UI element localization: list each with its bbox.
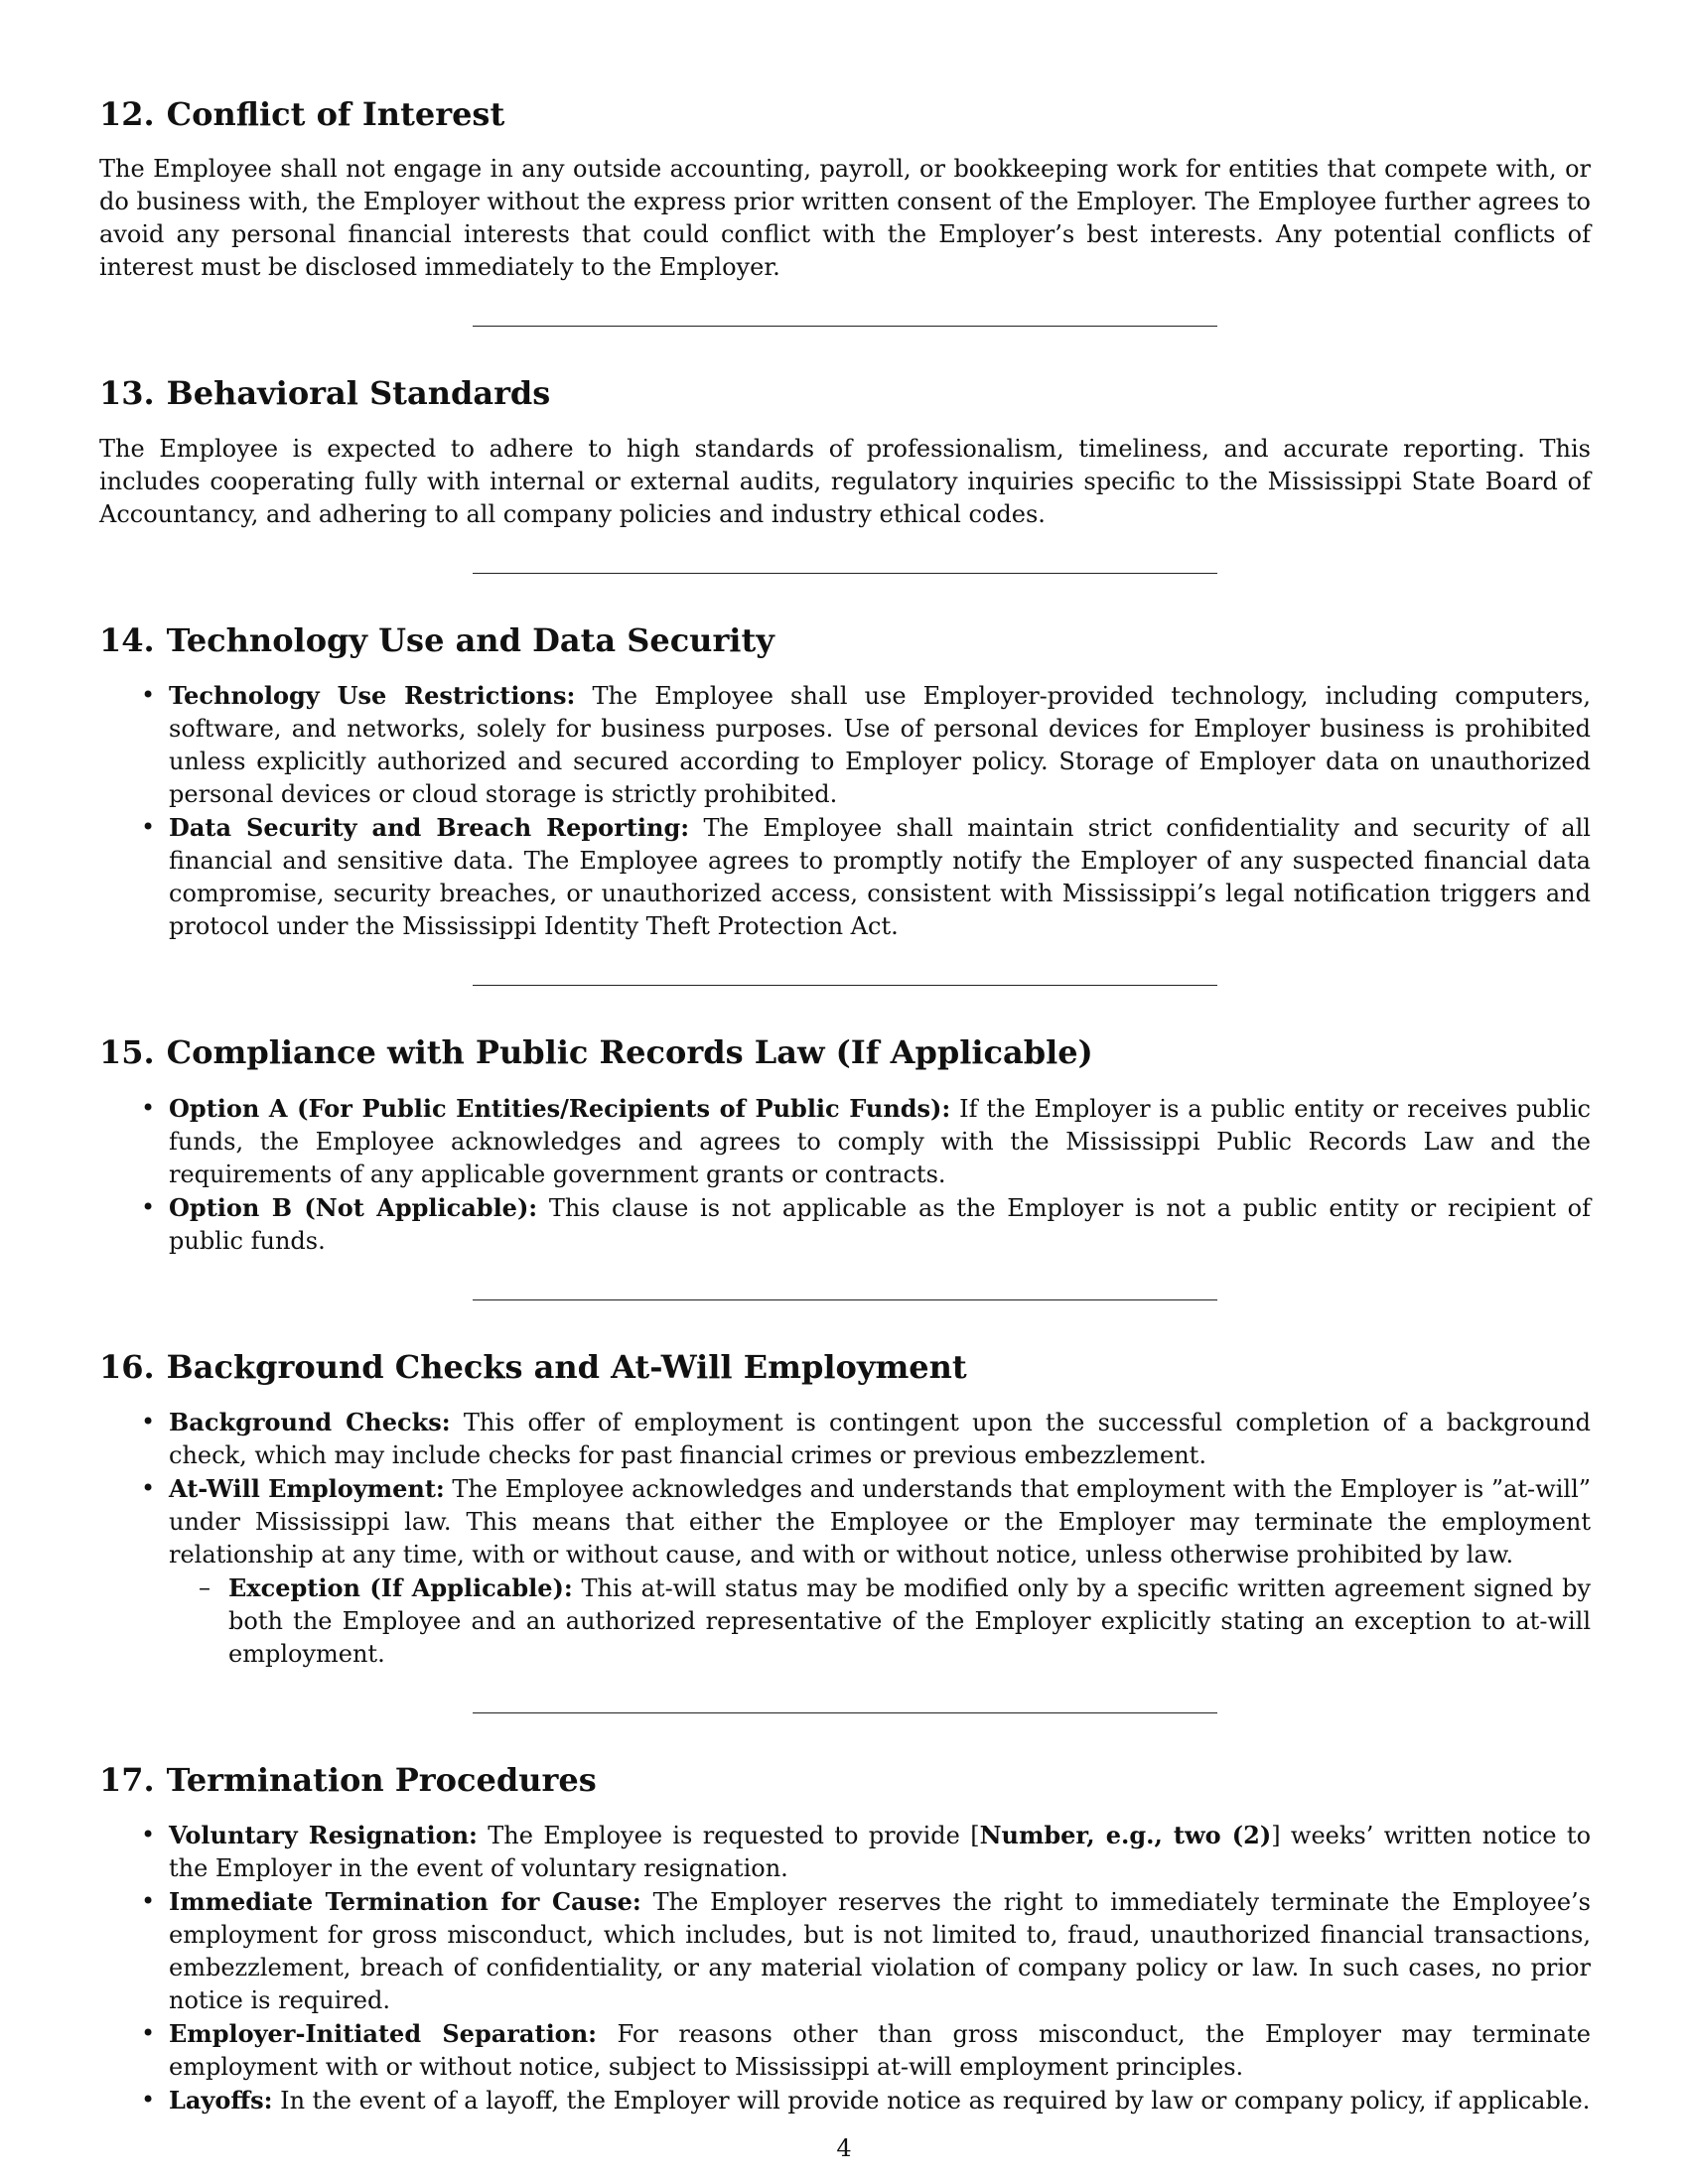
section-12-conflict-of-interest xyxy=(99,95,1591,284)
item-term: Data Security and Breach Reporting: xyxy=(169,813,690,843)
item-term: Exception (If Applicable): xyxy=(228,1572,573,1602)
item-text: If the Employer is a public entity or receives public funds, the Employee acknowledges and agrees to comply with the Mississippi Public Records Law and the requirements of any applicable government grants or contracts. xyxy=(169,1094,1592,1188)
section-number: 15. xyxy=(99,1033,155,1072)
sub-list-item xyxy=(228,1571,1591,1671)
item-text: This offer of employment is contingent upon the successful completion of a background check, which may include checks for past financial crimes or previous embezzlement. xyxy=(169,1408,1591,1469)
bullet-list xyxy=(99,679,1591,943)
section-16-background-checks xyxy=(99,1348,1591,1671)
item-term: Background Checks: xyxy=(169,1407,451,1436)
sub-list xyxy=(169,1571,1591,1671)
horizontal-rule xyxy=(473,573,1217,574)
item-text: The Employer reserves the right to immediately terminate the Employee’s employment for gross misconduct, which includes, but is not limited to, fraud, unauthorized financial transactions, embezzlement, breach of confidentiality, or any material violation of company policy or law. In such cases, no prior notice is required. xyxy=(169,1888,1591,2015)
section-paragraph: The Employee is expected to adhere to high standards of professionalism, timeliness, and accurate reporting. This includes cooperating fully with internal or external audits, regulatory inquiries specific to the Mississippi State Board of Accountancy, and adhering to all company policies and industry ethical codes. xyxy=(99,434,1591,528)
section-heading: Compliance with Public Records Law (If Applicable) xyxy=(166,1033,1093,1072)
section-title xyxy=(99,1033,1591,1071)
list-item xyxy=(169,1191,1591,1258)
section-17-termination xyxy=(99,1761,1591,2117)
section-number: 12. xyxy=(99,95,155,133)
section-paragraph: The Employee shall not engage in any outside accounting, payroll, or bookkeeping work for entities that compete with, or do business with, the Employer without the express prior written consent of the Employer. The Employee further agrees to avoid any personal financial interests that could conflict with the Employer’s best interests. Any potential conflicts of interest must be disclosed immediately to the Employer. xyxy=(99,155,1591,282)
section-15-public-records xyxy=(99,1033,1591,1257)
bullet-list xyxy=(99,1406,1591,1671)
bullet-list xyxy=(99,1819,1591,2117)
horizontal-rule xyxy=(473,326,1217,327)
section-title xyxy=(99,621,1591,659)
list-item xyxy=(169,811,1591,943)
placeholder-text: Number, e.g., two (2) xyxy=(979,1821,1272,1850)
horizontal-rule xyxy=(473,985,1217,986)
section-14-technology-use xyxy=(99,621,1591,943)
section-number: 17. xyxy=(99,1760,155,1799)
list-item xyxy=(169,679,1591,811)
item-text: This clause is not applicable as the Employer is not a public entity or recipient of public funds. xyxy=(169,1193,1591,1255)
section-heading: Conflict of Interest xyxy=(166,95,505,133)
item-text: This at-will status may be modified only by a specific written agreement signed by both the Employee and an authorized representative of the Employer explicitly stating an exception to at-will employment. xyxy=(228,1573,1591,1668)
item-text: For reasons other than gross misconduct, the Employer may terminate employment with or without notice, subject to Mississippi at-will employment principles. xyxy=(169,2020,1591,2082)
list-item xyxy=(169,1885,1591,2017)
item-term: Voluntary Resignation: xyxy=(169,1821,478,1850)
section-heading: Technology Use and Data Security xyxy=(166,620,774,659)
section-title xyxy=(99,1348,1591,1386)
item-text-after: ] weeks’ written notice to the Employer in the event of voluntary resignation. xyxy=(169,1822,1592,1883)
section-title xyxy=(99,374,1591,412)
item-term: Option B (Not Applicable): xyxy=(169,1192,538,1222)
list-item xyxy=(169,2084,1591,2117)
section-number: 13. xyxy=(99,374,155,413)
item-term: Immediate Termination for Cause: xyxy=(169,1887,641,1917)
bullet-list xyxy=(99,1092,1591,1258)
item-term: Technology Use Restrictions: xyxy=(169,681,576,711)
list-item xyxy=(169,1092,1591,1191)
item-text: The Employee shall maintain strict confidentiality and security of all financial and sensitive data. The Employee agrees to promptly notify the Employer of any suspected financial data compromise, security breaches, or unauthorized access, consistent with Mississippi’s legal notification triggers and protocol under the Mississippi Identity Theft Protection Act. xyxy=(169,814,1591,941)
item-text-before: The Employee is requested to provide [ xyxy=(488,1822,980,1850)
list-item xyxy=(169,2017,1591,2084)
section-heading: Behavioral Standards xyxy=(166,374,551,413)
section-title xyxy=(99,95,1591,133)
document-page xyxy=(99,95,1591,2117)
list-item xyxy=(169,1406,1591,1472)
section-title xyxy=(99,1761,1591,1799)
item-term: Option A (For Public Entities/Recipients of Public Funds): xyxy=(169,1093,951,1123)
section-number: 16. xyxy=(99,1347,155,1386)
section-heading: Termination Procedures xyxy=(166,1760,597,1799)
item-text: In the event of a layoff, the Employer will provide notice as required by law or company policy, if applicable. xyxy=(280,2087,1591,2116)
item-term: Employer-Initiated Separation: xyxy=(169,2019,597,2049)
item-term: At-Will Employment: xyxy=(169,1473,445,1503)
list-item xyxy=(169,1472,1591,1671)
section-heading: Background Checks and At-Will Employment xyxy=(166,1347,967,1386)
item-text: The Employee shall use Employer-provided technology, including computers, software, and networks, solely for business purposes. Use of personal devices for Employer business is prohibited unless explicitly authorized and secured according to Employer policy. Storage of Employer data on unauthorized personal devices or cloud storage is strictly prohibited. xyxy=(169,682,1591,809)
section-13-behavioral-standards xyxy=(99,374,1591,530)
section-number: 14. xyxy=(99,620,155,659)
list-item xyxy=(169,1819,1591,1885)
item-text: The Employee acknowledges and understands that employment with the Employer is ”at-will” under Mississippi law. This means that either the Employee or the Employer may terminate the employment relationship at any time, with or without cause, and with or without notice, unless otherwise prohibited by law. xyxy=(169,1474,1592,1569)
page-number: 4 xyxy=(836,2134,852,2162)
horizontal-rule xyxy=(473,1712,1217,1713)
item-term: Layoffs: xyxy=(169,2086,273,2116)
horizontal-rule xyxy=(473,1299,1217,1300)
